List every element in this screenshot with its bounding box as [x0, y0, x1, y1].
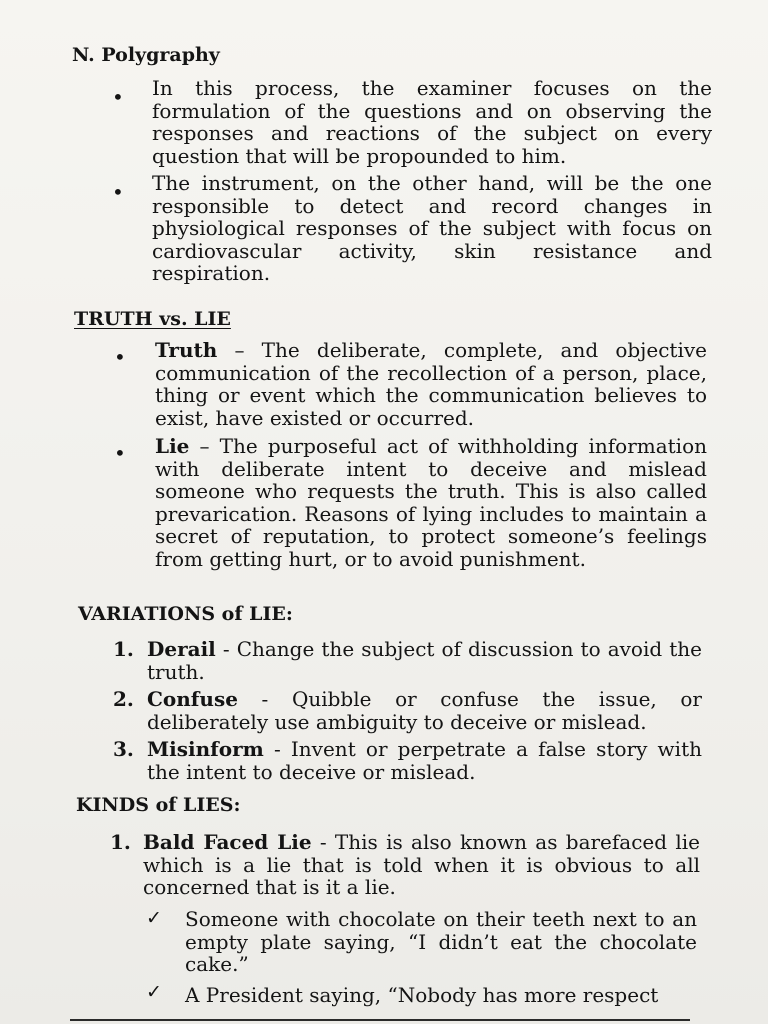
list-number: 1.	[110, 830, 131, 854]
variation-confuse	[147, 688, 702, 733]
checkmark-icon: ✓	[146, 907, 162, 929]
bullet-marker: •	[112, 180, 124, 204]
truth-definition	[155, 339, 707, 429]
page-bottom-rule	[70, 1019, 690, 1021]
example-1: Someone with chocolate on their teeth next to an empty plate saying, “I didn’t eat the chocolate cake.”	[185, 907, 697, 976]
term-confuse: Confuse	[147, 687, 238, 711]
variation-misinform	[147, 738, 702, 783]
lie-definition	[155, 435, 707, 570]
list-number: 2.	[113, 687, 134, 711]
section-title-kinds: KINDS of LIES:	[76, 794, 241, 816]
section-title-truth-vs-lie: TRUTH vs. LIE	[74, 308, 231, 330]
term-misinform: Misinform	[147, 737, 264, 761]
term-derail: Derail	[147, 637, 216, 661]
bullet-marker: •	[114, 441, 126, 465]
bald-faced-lie-text: This is also known as barefaced lie which is a lie that is told when it is obvious to all concerned that is it a lie.	[143, 830, 700, 899]
term-lie: Lie	[155, 434, 190, 458]
term-separator: –	[217, 338, 262, 362]
list-number: 3.	[113, 737, 134, 761]
term-bald-faced-lie: Bald Faced Lie	[143, 830, 312, 854]
lie-text: The purposeful act of withholding information with deliberate intent to deceive and mislead someone who requests the truth. This is also called prevarication. Reasons of lying includes to maintain a secret of reputation, to protect someone’s feelings from getting hurt, or to avoid punishment.	[155, 434, 707, 571]
section-title-polygraphy: N. Polygraphy	[72, 44, 220, 66]
section-title-variations: VARIATIONS of LIE:	[78, 603, 293, 625]
bullet-marker: •	[114, 345, 126, 369]
derail-text: Change the subject of discussion to avoid the truth.	[147, 637, 702, 684]
term-separator: -	[215, 637, 237, 661]
bullet-marker: •	[112, 85, 124, 109]
term-separator: -	[263, 737, 291, 761]
polygraphy-bullet-2: The instrument, on the other hand, will be the one responsible to detect and record changes in physiological responses of the subject with focus on cardiovascular activity, skin resistance and respiration.	[152, 171, 712, 285]
confuse-text: Quibble or confuse the issue, or deliberately use ambiguity to deceive or mislead.	[147, 687, 702, 734]
list-number: 1.	[113, 637, 134, 661]
variation-derail	[147, 638, 702, 683]
term-separator: -	[311, 830, 335, 854]
kind-bald-faced-lie	[143, 831, 700, 899]
term-separator: -	[237, 687, 292, 711]
term-separator: –	[189, 434, 220, 458]
misinform-text: Invent or perpetrate a false story with the intent to deceive or mislead.	[147, 737, 702, 784]
checkmark-icon: ✓	[146, 981, 162, 1003]
truth-text: The deliberate, complete, and objective communication of the recollection of a person, place, thing or event which the communication believes to exist, have existed or occurred.	[155, 338, 707, 430]
example-2: A President saying, “Nobody has more respect	[185, 983, 659, 1007]
polygraphy-bullet-1: In this process, the examiner focuses on the formulation of the questions and on observing the responses and reactions of the subject on every question that will be propounded to him.	[152, 76, 712, 168]
term-truth: Truth	[155, 338, 218, 362]
